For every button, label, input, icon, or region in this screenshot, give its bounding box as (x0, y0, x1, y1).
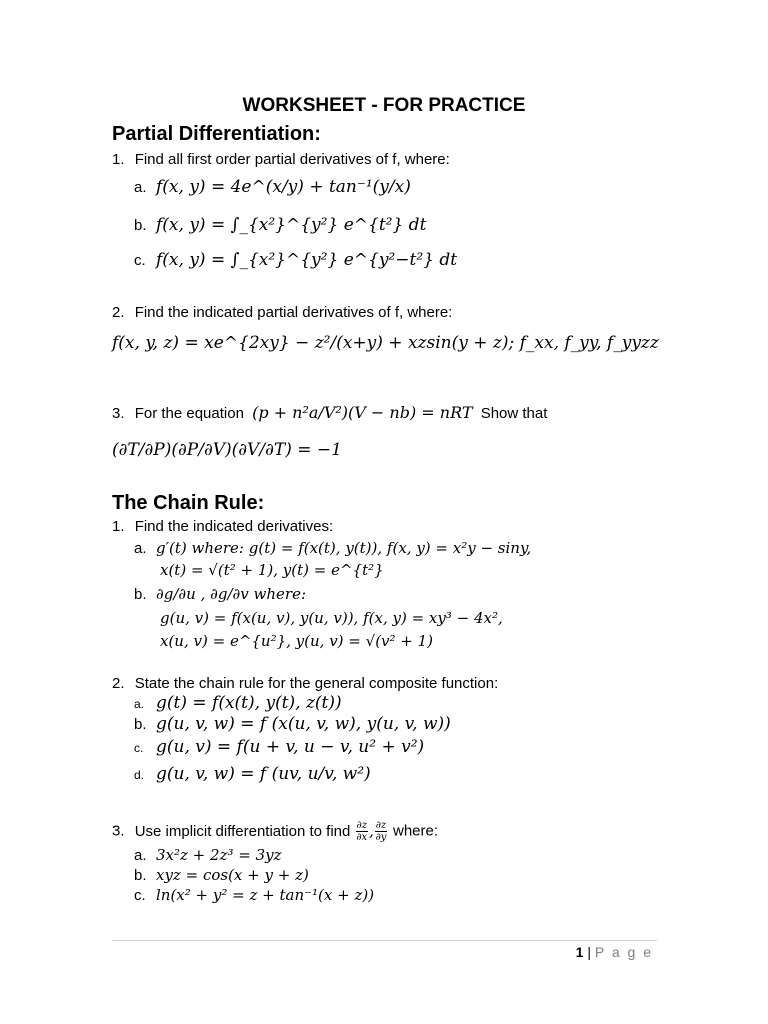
item-expression: ∂g/∂u , ∂g/∂v where: (156, 585, 307, 603)
item-label: d. (134, 768, 145, 782)
chain-q2-item-d (134, 764, 371, 784)
question-number: 3. (112, 405, 125, 422)
item-expression: g(t) = f(x(t), y(t), z(t)) (156, 693, 342, 713)
item-expression: g(u, v) = f(u + v, u − v, u² + v²) (156, 737, 425, 757)
item-expression: ln(x² + y² = z + tan⁻¹(x + z)) (156, 886, 375, 904)
fraction-dz-dy: $\frac{\partial z}{\partial y}$ (375, 820, 387, 843)
item-label: a. (134, 179, 147, 196)
item-label: a. (134, 697, 145, 711)
section-heading-chain-rule: The Chain Rule: (112, 492, 265, 514)
question-text: Find the indicated derivatives: (134, 518, 334, 535)
item-label: b. (134, 217, 147, 234)
item-expression: g(u, v, w) = f (x(u, v, w), y(u, v, w)) (156, 714, 451, 734)
footer-separator: | (587, 944, 591, 960)
chain-q3-item-c (134, 886, 374, 904)
question-2-prompt (112, 304, 452, 321)
page-number: 1 (575, 944, 584, 960)
chain-q1-item-b (134, 585, 306, 603)
q3-equation: (p + n²a/V²)(V − nb) = nRT (252, 403, 473, 422)
chain-q2-item-b (134, 714, 451, 734)
q1-item-c (134, 250, 457, 270)
chain-q2-item-c (134, 737, 424, 757)
q1-item-b (134, 215, 426, 235)
question-text-after: where: (393, 822, 439, 840)
question-number: 1. (112, 151, 125, 168)
item-label: c. (134, 252, 146, 269)
item-expression: g(u, v, w) = f (uv, u/v, w²) (156, 764, 371, 784)
item-label: c. (134, 887, 146, 904)
fraction-dz-dx: $\frac{\partial z}{\partial x}$ (356, 820, 368, 843)
question-text: For the equation (134, 405, 244, 422)
page-title: WORKSHEET - FOR PRACTICE (242, 95, 526, 116)
item-label: b. (134, 586, 147, 603)
question-text: Use implicit differentiation to find (134, 822, 351, 840)
page-word: P a g e (594, 944, 653, 960)
q2-expression: f(x, y, z) = xe^{2xy} − z²/(x+y) + xzsin(y + z); f_xx, f_yy, f_yyzz (112, 333, 659, 353)
chain-q3-item-a (134, 846, 282, 864)
item-label: a. (134, 847, 147, 864)
item-label: b. (134, 716, 147, 733)
chain-question-3-prompt (112, 820, 438, 843)
question-text: Find the indicated partial derivatives of f, where: (134, 304, 453, 321)
chain-question-2-prompt (112, 675, 498, 692)
chain-q1-item-a-line2: x(t) = √(t² + 1), y(t) = e^{t²} (160, 561, 384, 579)
question-text: Find all first order partial derivatives of f, where: (134, 151, 450, 168)
item-expression: f(x, y) = 4e^(x/y) + tan⁻¹(y/x) (156, 177, 411, 197)
item-expression: xyz = cos(x + y + z) (156, 866, 309, 884)
question-number: 3. (112, 822, 125, 840)
partial-fractions: $\frac{\partial z}{\partial x}$ , $\frac{\partial z}{\partial y}$ (356, 820, 387, 843)
chain-q2-item-a (134, 693, 342, 713)
item-label: c. (134, 741, 144, 755)
q3-result: (∂T/∂P)(∂P/∂V)(∂V/∂T) = −1 (112, 440, 342, 460)
question-text-after: Show that (480, 405, 548, 422)
chain-q1-item-b-line2: x(u, v) = e^{u²}, y(u, v) = √(v² + 1) (160, 632, 434, 650)
chain-q1-item-a (134, 539, 531, 557)
chain-q1-item-b-line1: g(u, v) = f(x(u, v), y(u, v)), f(x, y) = xy³ − 4x², (160, 609, 503, 627)
item-label: a. (134, 540, 147, 557)
question-number: 2. (112, 304, 125, 321)
question-number: 1. (112, 518, 125, 535)
item-expression: 3x²z + 2z³ = 3yz (156, 846, 282, 864)
question-number: 2. (112, 675, 125, 692)
chain-question-1-prompt (112, 518, 333, 535)
question-text: State the chain rule for the general composite function: (134, 675, 499, 692)
footer-divider (112, 940, 657, 941)
q1-item-a (134, 177, 411, 197)
item-expression: f(x, y) = ∫_{x²}^{y²} e^{t²} dt (156, 215, 427, 235)
item-expression: g′(t) where: g(t) = f(x(t), y(t)), f(x, y) = x²y − siny, (156, 539, 532, 557)
question-1-prompt (112, 151, 450, 168)
question-3-prompt (112, 403, 547, 422)
page-footer (576, 944, 653, 960)
section-heading-partial-differentiation: Partial Differentiation: (112, 123, 321, 145)
item-expression: f(x, y) = ∫_{x²}^{y²} e^{y²−t²} dt (156, 250, 458, 270)
chain-q3-item-b (134, 866, 309, 884)
item-label: b. (134, 867, 147, 884)
